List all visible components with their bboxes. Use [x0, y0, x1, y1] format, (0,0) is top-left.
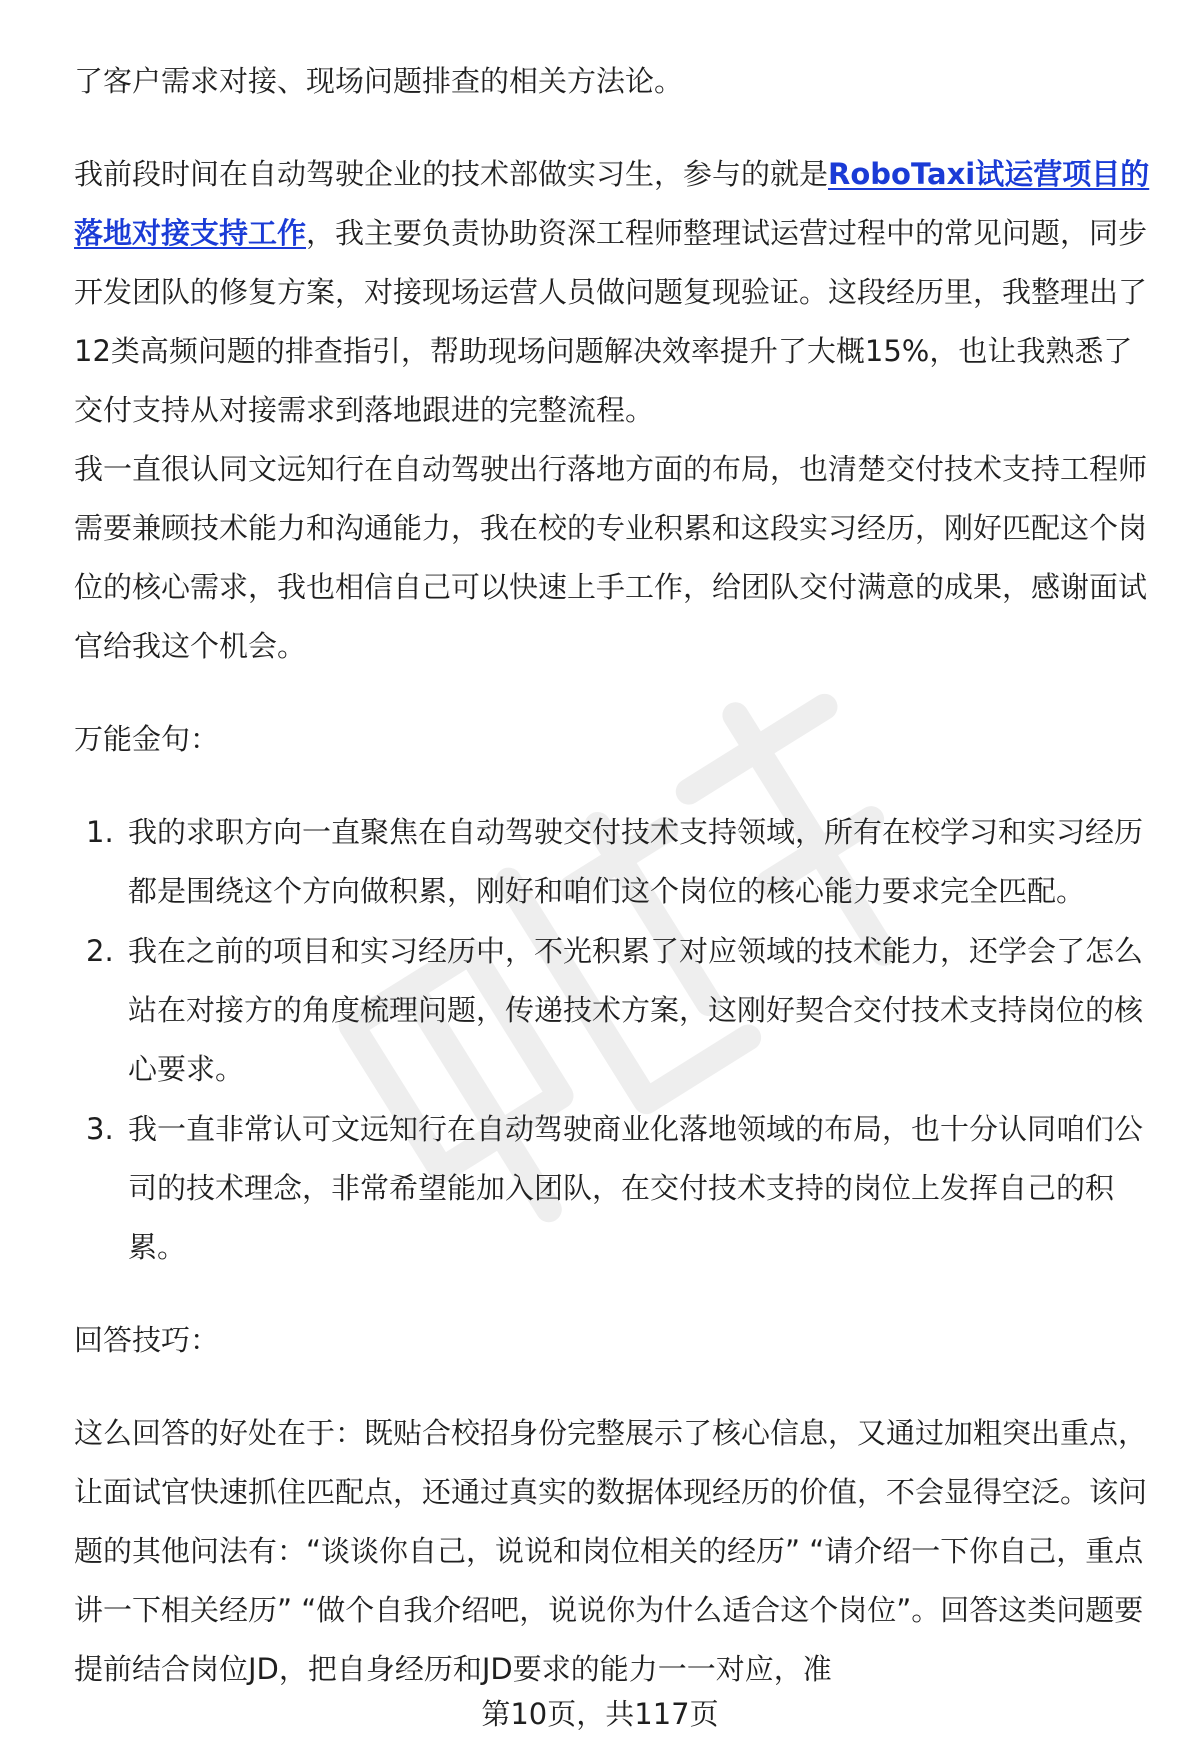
answer-tips-heading: 回答技巧： [74, 1323, 220, 1357]
project-highlight-link[interactable]: RoboTaxi试运营项目的落地对接支持工作 [74, 157, 1150, 250]
list-item-text: 我的求职方向一直聚焦在自动驾驶交付技术支持领域，所有在校学习和实习经历都是围绕这个方向做积累，刚好和咱们这个岗位的核心能力要求完全匹配。 [128, 815, 1144, 908]
list-item-number: 2. [86, 934, 114, 968]
list-item-text: 我在之前的项目和实习经历中，不光积累了对应领域的技术能力，还学会了怎么站在对接方的角度梳理问题，传递技术方案，这刚好契合交付技术支持岗位的核心要求。 [128, 934, 1144, 1086]
list-item [74, 922, 1154, 1099]
list-item [74, 1100, 1154, 1277]
golden-phrases-heading: 万能金句： [74, 722, 220, 756]
list-item [74, 803, 1154, 921]
internship-text-after: ，我主要负责协助资深工程师整理试运营过程中的常见问题，同步开发团队的修复方案，对接现场运营人员做问题复现验证。这段经历里，我整理出了12类高频问题的排查指引，帮助现场问题解决效率提升了大概15%，也让我熟悉了交付支持从对接需求到落地跟进的完整流程。 [74, 216, 1148, 427]
document-page [74, 52, 1154, 1699]
list-item-number: 1. [86, 815, 114, 849]
golden-phrases-list [74, 803, 1154, 1277]
paragraph-internship [74, 145, 1154, 440]
internship-text-before: 我前段时间在自动驾驶企业的技术部做实习生，参与的就是 [74, 157, 829, 191]
list-item-number: 3. [86, 1112, 114, 1146]
paragraph-answer-tips: 这么回答的好处在于：既贴合校招身份完整展示了核心信息，又通过加粗突出重点，让面试官快速抓住匹配点，还通过真实的数据体现经历的价值，不会显得空泛。该问题的其他问法有：“谈谈你自己，说说和岗位相关的经历” “请介绍一下你自己，重点讲一下相关经历” “做个自我介绍吧，说说你为什么适合这个岗位”。回答这类问题要提前结合岗位JD，把自身经历和JD要求的能力一一对应，准 [74, 1416, 1148, 1686]
paragraph-intro-tail: 了客户需求对接、现场问题排查的相关方法论。 [74, 64, 684, 98]
page-number-footer: 第10页，共117页 [481, 1697, 719, 1731]
list-item-text: 我一直非常认可文远知行在自动驾驶商业化落地领域的布局，也十分认同咱们公司的技术理念，非常希望能加入团队，在交付技术支持的岗位上发挥自己的积累。 [128, 1112, 1144, 1264]
paragraph-motivation: 我一直很认同文远知行在自动驾驶出行落地方面的布局，也清楚交付技术支持工程师需要兼顾技术能力和沟通能力，我在校的专业积累和这段实习经历，刚好匹配这个岗位的核心需求，我也相信自己可以快速上手工作，给团队交付满意的成果，感谢面试官给我这个机会。 [74, 452, 1148, 663]
